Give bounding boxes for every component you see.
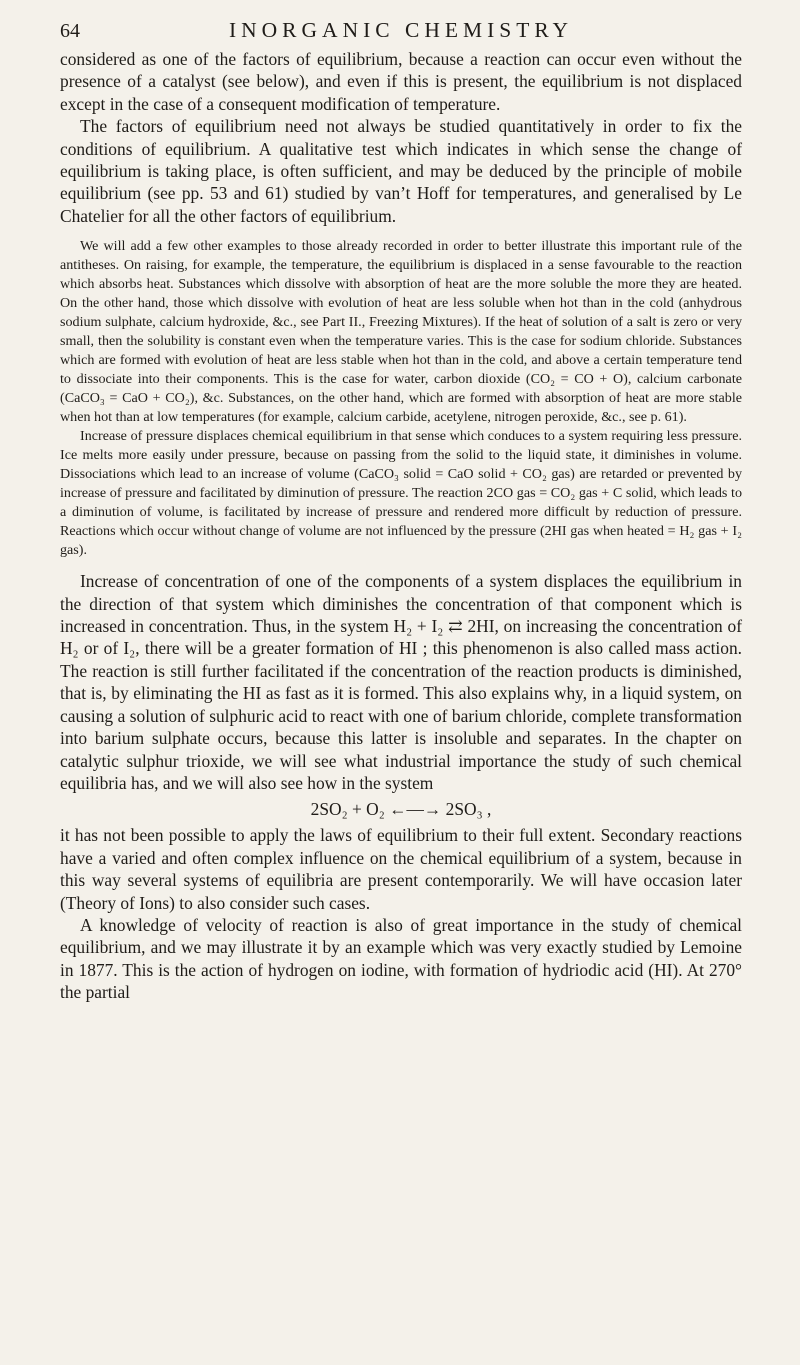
paragraph-1: considered as one of the factors of equilibrium, because a reaction can occur even without the presence of a catalyst (see below), and even if this is present, the equilibrium is not displaced except in the case of a consequent modification of temperature.: [60, 49, 742, 114]
paragraph-3: Increase of concentration of one of the components of a system displaces the equilibrium in the direction of that system which diminishes the concentration of that component which is increased in concentration. Thus, in the system H₂ + I₂ ⇄ 2HI, on increasing the concentration of H₂ or of I₂, there will be a greater formation of HI ; this phenomenon is also called mass action. The reaction is still further facilitated if the concentration of the reaction products is diminished, that is, by eliminating the HI as fast as it is formed. This also explains why, in a liquid system, on causing a solution of sulphuric acid to react with one of barium chloride, complete transformation into barium sulphate occurs, because this latter is insoluble and separates. In the chapter on catalytic sulphur trioxide, we will see what industrial importance the study of such chemical equilibria has, and we will also see how in the system: [60, 571, 742, 793]
paragraph-5: A knowledge of velocity of reaction is also of great importance in the study of chemical equilibrium, and we may illustrate it by an example which was very exactly studied by Lemoine in 1877. This is the action of hydrogen on iodine, with formation of hydriodic acid (HI). At 270° the partial: [60, 914, 742, 1003]
small-print-block: [60, 237, 742, 560]
main-text-top: [60, 48, 742, 227]
paragraph-4: it has not been possible to apply the laws of equilibrium to their full extent. Secondary reactions have a varied and often complex influence on the chemical equilibrium of a system, because in this way several systems of equilibria are present contemporarily. We will have occasion later (Theory of Ions) to also consider such cases.: [60, 825, 742, 913]
running-head: [60, 18, 742, 48]
equation: 2SO₂ + O₂ ←—→ 2SO₃ ,: [310, 799, 492, 820]
small-paragraph-2: Increase of pressure displaces chemical equilibrium in that sense which conduces to a system requiring less pressure. Ice melts more easily under pressure, because on passing from the solid to the liquid state, it diminishes in volume. Dissociations which lead to an increase of volume (CaCO₃ solid = CaO solid + CO₂ gas) are retarded or prevented by increase of pressure and facilitated by diminution of pressure. The reaction 2CO gas = CO₂ gas + C solid, which leads to a diminution of volume, is facilitated by increase of pressure and rendered more difficult by reduction of pressure. Reactions which occur without change of volume are not influenced by the pressure (2HI gas when heated = H₂ gas + I₂ gas).: [60, 428, 742, 559]
main-text-bottom: [60, 570, 742, 1003]
page-number: 64: [60, 20, 80, 42]
running-title: INORGANIC CHEMISTRY: [228, 18, 574, 42]
small-paragraph-1: We will add a few other examples to those already recorded in order to better illustrate this important rule of the antitheses. On raising, for example, the temperature, the equilibrium is displaced in a sense favourable to the reaction which absorbs heat. Substances which dissolve with absorption of heat are the more soluble the more they are heated. On the other hand, those which dissolve with evolution of heat are less soluble when hot than in the cold (anhydrous sodium sulphate, calcium hydroxide, &c., see Part II., Freezing Mixtures). If the heat of solution of a salt is zero or very small, then the solubility is constant even when the temperature varies. This is the case for sodium chloride. Substances which are formed with evolution of heat are less stable when hot than in the cold, and above a certain temperature tend to dissociate into their components. This is the case for water, carbon dioxide (CO₂ = CO + O), calcium carbonate (CaCO₃ = CaO + CO₂), &c. Substances, on the other hand, which are formed with absorption of heat are more stable when hot than at low temperatures (for example, calcium carbide, acetylene, nitrogen peroxide, &c., see p. 61).: [60, 238, 742, 426]
paragraph-2: The factors of equilibrium need not always be studied quantitatively in order to fix the conditions of equilibrium. A qualitative test which indicates in which sense the change of equilibrium is taking place, is often sufficient, and may be deduced by the principle of mobile equilibrium (see pp. 53 and 61) studied by van’t Hoff for temperatures, and generalised by Le Chatelier for all the other factors of equilibrium.: [60, 116, 742, 226]
